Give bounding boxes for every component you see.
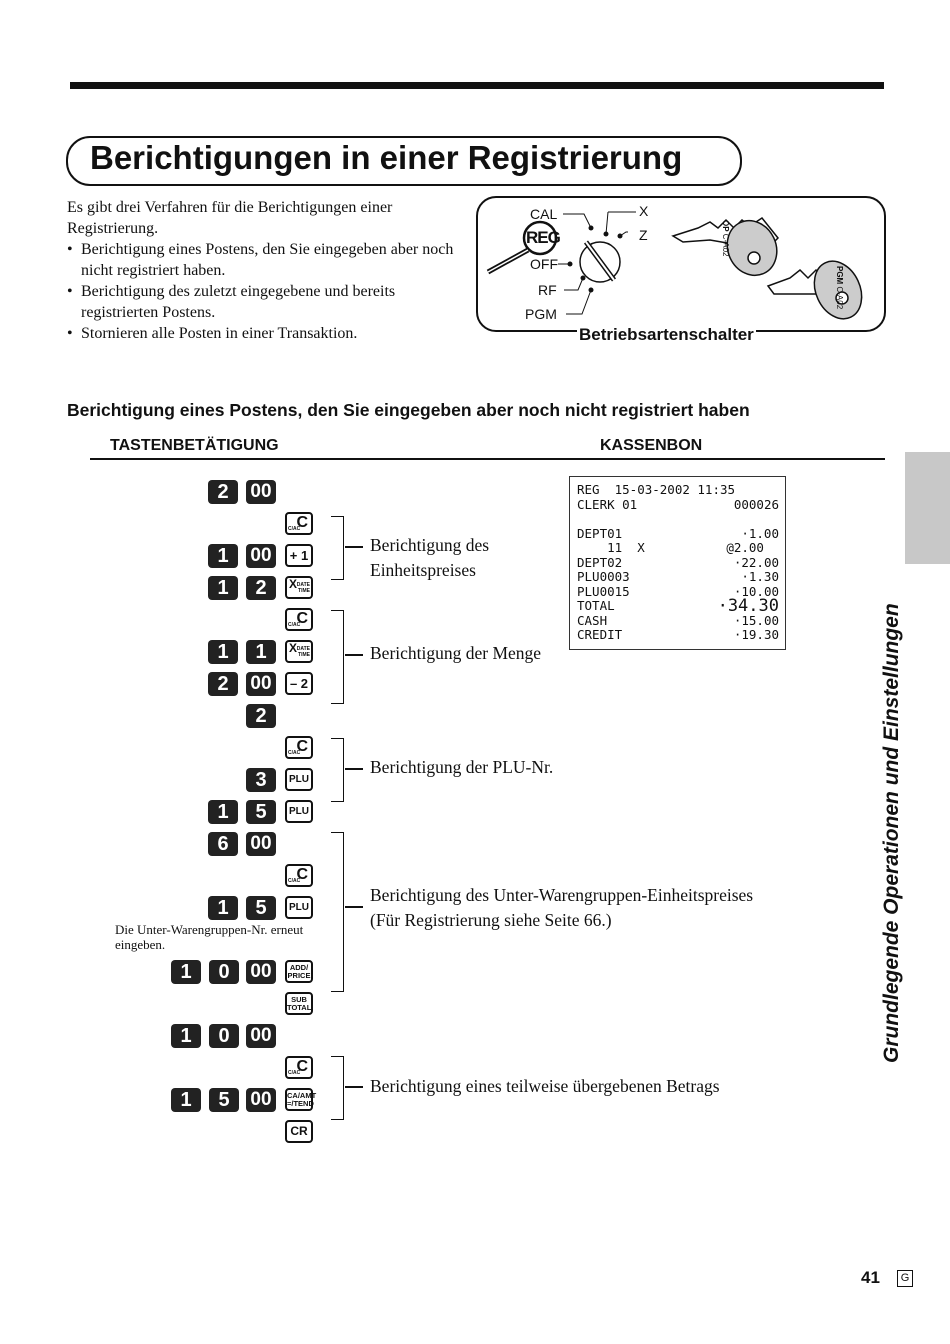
key-00[interactable]: 00	[246, 832, 276, 856]
key-2[interactable]: 2	[246, 704, 276, 728]
key-00[interactable]: 00	[246, 480, 276, 504]
key-0[interactable]: 0	[209, 960, 239, 984]
key-00[interactable]: 00	[246, 544, 276, 568]
chapter-tab	[905, 452, 950, 564]
language-badge: G	[897, 1270, 913, 1287]
bracket-plu	[331, 738, 344, 802]
key-00[interactable]: 00	[246, 960, 276, 984]
bracket-subdept	[331, 832, 344, 992]
label-unit-price-correction: Berichtigung des Einheitspreises	[370, 535, 490, 580]
page-number: 41	[861, 1268, 880, 1287]
receipt-total-line: TOTAL ·34.30	[577, 596, 779, 616]
mode-off-label: OFF	[530, 256, 558, 272]
receipt-line: PLU0003 ·1.30	[577, 569, 779, 584]
key-1[interactable]: 1	[246, 640, 276, 664]
receipt-line: CLERK 01 000026	[577, 496, 779, 512]
key-credit[interactable]: CR	[285, 1120, 313, 1143]
bracket-quantity	[331, 610, 344, 704]
bracket-lead	[345, 546, 363, 548]
key-00[interactable]: 00	[246, 672, 276, 696]
key-op-label: OP C-A02	[721, 220, 730, 257]
key-1[interactable]: 1	[208, 896, 238, 920]
key-plu[interactable]: PLU	[285, 896, 313, 919]
key-1[interactable]: 1	[208, 640, 238, 664]
intro-bullet: • Stornieren alle Posten in einer Transaktion.	[67, 323, 467, 344]
mode-reg-label: REG	[526, 228, 560, 247]
key-1[interactable]: 1	[171, 1088, 201, 1112]
bracket-lead	[345, 1086, 363, 1088]
label-partial-correction: Berichtigung eines teilweise übergebenen Betrags	[370, 1076, 720, 1096]
page-title: Berichtigungen in einer Registrierung	[90, 139, 683, 176]
top-rule	[70, 82, 884, 89]
intro-bullet: • Berichtigung des zuletzt eingegebene und bereits registrierten Postens.	[67, 281, 467, 323]
receipt-line	[577, 512, 779, 527]
key-00[interactable]: 00	[246, 1088, 276, 1112]
mode-z-label: Z	[639, 227, 648, 243]
column-heading-keys: TASTENBETÄTIGUNG	[110, 437, 279, 454]
key-dept-1[interactable]: + 1	[285, 544, 313, 567]
key-5[interactable]: 5	[246, 896, 276, 920]
intro-text	[67, 197, 467, 344]
key-1[interactable]: 1	[171, 1024, 201, 1048]
chapter-title-vertical: Grundlegende Operationen und Einstellungen	[880, 603, 903, 1063]
key-2[interactable]: 2	[246, 576, 276, 600]
key-5[interactable]: 5	[246, 800, 276, 824]
key-multiply-date-time[interactable]: X DATE TIME	[285, 576, 313, 599]
intro-bullet: • Berichtigung eines Postens, den Sie eingegeben aber noch nicht registriert haben.	[67, 239, 467, 281]
mode-switch-caption: Betriebsartenschalter	[579, 325, 754, 344]
mode-switch-panel	[476, 196, 886, 332]
key-plu[interactable]: PLU	[285, 768, 313, 791]
key-0[interactable]: 0	[209, 1024, 239, 1048]
receipt-line: DEPT02 ·22.00	[577, 554, 779, 570]
key-clear[interactable]: C C/AC	[285, 608, 313, 631]
key-2[interactable]: 2	[208, 480, 238, 504]
key-cash-amount-tender[interactable]: CA/AMT =/TEND	[285, 1088, 313, 1111]
key-1[interactable]: 1	[171, 960, 201, 984]
key-plu[interactable]: PLU	[285, 800, 313, 823]
bracket-partial	[331, 1056, 344, 1120]
key-1[interactable]: 1	[208, 576, 238, 600]
key-1[interactable]: 1	[208, 800, 238, 824]
receipt-line: PLU0015 ·10.00	[577, 583, 779, 599]
receipt-line: DEPT01 ·1.00	[577, 525, 779, 541]
key-subtotal[interactable]: SUB TOTAL	[285, 992, 313, 1015]
key-add-price[interactable]: ADD/ PRICE	[285, 960, 313, 983]
receipt	[569, 476, 786, 650]
label-plu-correction: Berichtigung der PLU-Nr.	[370, 757, 554, 777]
key-pgm-label: PGM C-A02	[835, 266, 844, 310]
key-dept-2[interactable]: – 2	[285, 672, 313, 695]
key-clear[interactable]: C C/AC	[285, 864, 313, 887]
column-heading-receipt: KASSENBON	[600, 437, 703, 454]
receipt-line: 11 X @2.00	[577, 540, 779, 555]
intro-paragraph: Es gibt drei Verfahren für die Berichtigungen einer Registrierung.	[67, 199, 393, 237]
mode-pgm-label: PGM	[525, 306, 557, 322]
key-clear[interactable]: C C/AC	[285, 512, 313, 535]
mode-cal-label: CAL	[530, 206, 558, 222]
key-00[interactable]: 00	[246, 1024, 276, 1048]
key-multiply-date-time[interactable]: X DATE TIME	[285, 640, 313, 663]
column-rule	[90, 458, 885, 460]
intro-bullets	[67, 239, 467, 344]
bracket-lead	[345, 768, 363, 770]
key-clear[interactable]: C C/AC	[285, 1056, 313, 1079]
bracket-lead	[345, 654, 363, 656]
key-6[interactable]: 6	[208, 832, 238, 856]
bracket-unit-price	[331, 516, 344, 580]
key-3[interactable]: 3	[246, 768, 276, 792]
key-5[interactable]: 5	[209, 1088, 239, 1112]
key-clear[interactable]: C C/AC	[285, 736, 313, 759]
section-heading: Berichtigung eines Postens, den Sie eingegeben aber noch nicht registriert haben	[67, 400, 750, 420]
bracket-lead	[345, 906, 363, 908]
key-2[interactable]: 2	[208, 672, 238, 696]
receipt-line: CREDIT ·19.30	[577, 627, 779, 642]
mode-x-label: X	[639, 203, 649, 219]
note-subdept: Die Unter-Warengruppen-Nr. erneut eingeben.	[115, 922, 304, 952]
key-1[interactable]: 1	[208, 544, 238, 568]
mode-rf-label: RF	[538, 282, 557, 298]
receipt-line: CASH ·15.00	[577, 612, 779, 628]
label-quantity-correction: Berichtigung der Menge	[370, 643, 542, 663]
label-subdept-correction: Berichtigung des Unter-Warengruppen-Einheitspreises (Für Registrierung siehe Seite 66.)	[370, 885, 754, 930]
receipt-line: REG 15-03-2002 11:35	[577, 482, 736, 497]
